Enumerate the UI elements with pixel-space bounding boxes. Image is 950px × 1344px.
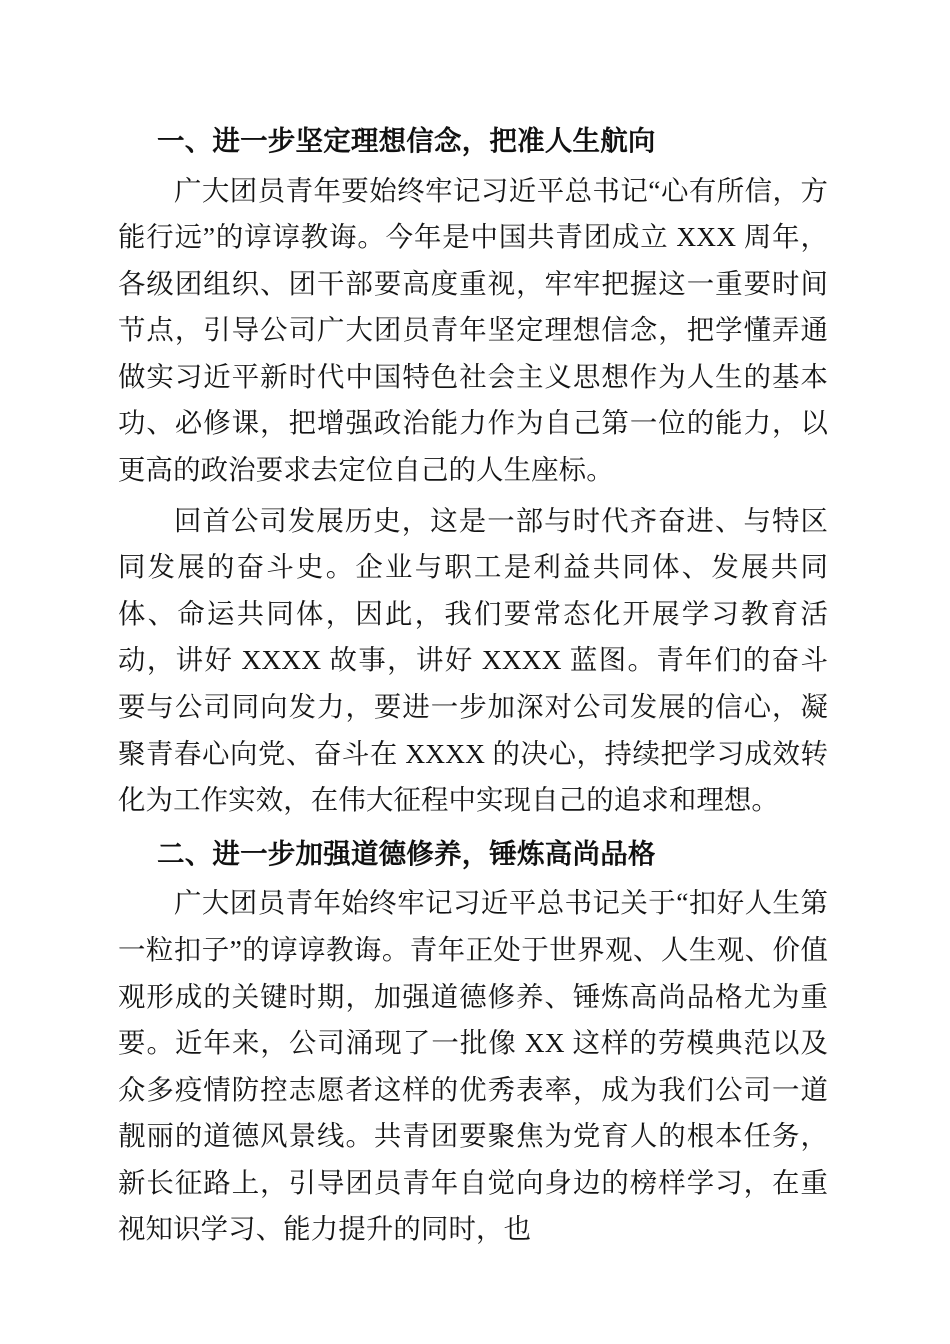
document-body bbox=[118, 118, 828, 1253]
section-one-paragraph-2: 回首公司发展历史，这是一部与时代齐奋进、与特区同发展的奋斗史。企业与职工是利益共同体、发展共同体、命运共同体，因此，我们要常态化开展学习教育活动，讲好 XXXX 故事，讲好 XXXX 蓝图。青年们的奋斗要与公司同向发力，要进一步加深对公司发展的信心，凝聚青春心向党、奋斗在 XXXX 的决心，持续把学习成效转化为工作实效，在伟大征程中实现自己的追求和理想。 bbox=[118, 505, 828, 816]
spacer bbox=[118, 824, 828, 829]
section-two-paragraph-1: 广大团员青年始终牢记习近平总书记关于“扣好人生第一粒扣子”的谆谆教诲。青年正处于世界观、人生观、价值观形成的关键时期，加强道德修养、锤炼高尚品格尤为重要。近年来，公司涌现了一批像 XX 这样的劳模典范以及众多疫情防控志愿者这样的优秀表率，成为我们公司一道靓丽的道德风景线。共青团要聚焦为党育人的根本任务，新长征路上，引导团员青年自觉向身边的榜样学习，在重视知识学习、能力提升的同时，也 bbox=[118, 888, 828, 1245]
section-one-paragraph-1: 广大团员青年要始终牢记习近平总书记“心有所信，方能行远”的谆谆教诲。今年是中国共青团成立 XXX 周年，各级团组织、团干部要高度重视，牢牢把握这一重要时间节点，引导公司广大团员青年坚定理想信念，把学懂弄通做实习近平新时代中国特色社会主义思想作为人生的基本功、必修课，把增强政治能力作为自己第一位的能力，以更高的政治要求去定位自己的人生座标。 bbox=[118, 175, 828, 486]
section-heading-one: 一、进一步坚定理想信念，把准人生航向 bbox=[157, 125, 656, 156]
section-heading-two: 二、进一步加强道德修养，锤炼高尚品格 bbox=[157, 837, 656, 869]
